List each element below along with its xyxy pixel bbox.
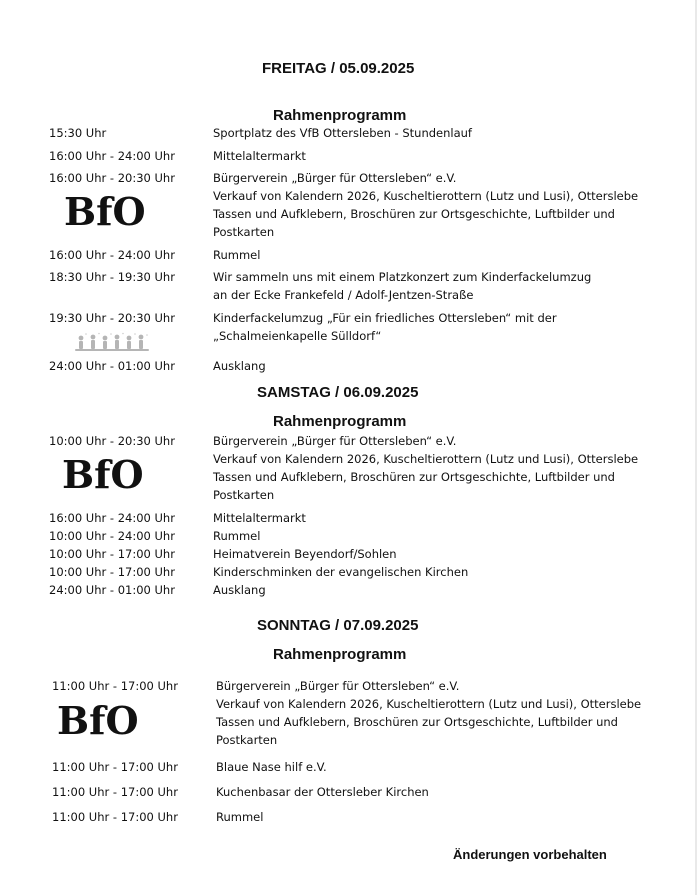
entry-text: Blaue Nase hilf e.V. <box>216 760 327 774</box>
entry-text: Tassen und Aufklebern, Broschüren zur Ortsgeschichte, Luftbilder und <box>216 715 618 729</box>
entry-time: 10:00 Uhr - 20:30 Uhr <box>49 434 175 448</box>
entry-time: 11:00 Uhr - 17:00 Uhr <box>52 810 178 824</box>
subtitle-sonntag: Rahmenprogramm <box>273 646 407 663</box>
entry-time: 24:00 Uhr - 01:00 Uhr <box>49 583 175 597</box>
entry-text: Tassen und Aufklebern, Broschüren zur Ortsgeschichte, Luftbilder und <box>213 470 615 484</box>
entry-text: Kinderfackelumzug „Für ein friedliches Ottersleben“ mit der <box>213 311 557 325</box>
entry-time: 10:00 Uhr - 17:00 Uhr <box>49 547 175 561</box>
entry-text: Ausklang <box>213 583 266 597</box>
entry-time: 16:00 Uhr - 24:00 Uhr <box>49 511 175 525</box>
entry-text: Bürgerverein „Bürger für Ottersleben“ e.V. <box>213 434 457 448</box>
entry-time: 10:00 Uhr - 24:00 Uhr <box>49 529 175 543</box>
entry-time: 16:00 Uhr - 20:30 Uhr <box>49 171 175 185</box>
entry-text: Postkarten <box>213 488 275 502</box>
entry-time: 16:00 Uhr - 24:00 Uhr <box>49 149 175 163</box>
entry-text: Bürgerverein „Bürger für Ottersleben“ e.V. <box>216 679 460 693</box>
marching-band-icon <box>72 332 154 354</box>
entry-text: Heimatverein Beyendorf/Sohlen <box>213 547 397 561</box>
entry-time: 18:30 Uhr - 19:30 Uhr <box>49 270 175 284</box>
entry-text: Ausklang <box>213 359 266 373</box>
entry-text: Verkauf von Kalendern 2026, Kuscheltierottern (Lutz und Lusi), Otterslebe <box>213 189 639 203</box>
entry-time: 19:30 Uhr - 20:30 Uhr <box>49 311 175 325</box>
entry-time: 11:00 Uhr - 17:00 Uhr <box>52 679 178 693</box>
subtitle-samstag: Rahmenprogramm <box>273 413 407 430</box>
entry-time: 24:00 Uhr - 01:00 Uhr <box>49 359 175 373</box>
entry-text: Kinderschminken der evangelischen Kirchen <box>213 565 469 579</box>
entry-time: 15:30 Uhr <box>49 126 107 140</box>
bfo-logo <box>62 189 172 233</box>
day-title-freitag: FREITAG / 05.09.2025 <box>262 60 415 77</box>
entry-text: Verkauf von Kalendern 2026, Kuscheltierottern (Lutz und Lusi), Otterslebe <box>213 452 639 466</box>
entry-text: Verkauf von Kalendern 2026, Kuscheltierottern (Lutz und Lusi), Otterslebe <box>216 697 642 711</box>
entry-text: Rummel <box>216 810 264 824</box>
footer-note: Änderungen vorbehalten <box>453 847 607 862</box>
bfo-logo-text: BfO <box>57 698 139 742</box>
entry-text: Wir sammeln uns mit einem Platzkonzert zum Kinderfackelumzug <box>213 270 592 284</box>
entry-text: Bürgerverein „Bürger für Ottersleben“ e.V. <box>213 171 457 185</box>
bfo-logo <box>55 698 165 742</box>
entry-time: 10:00 Uhr - 17:00 Uhr <box>49 565 175 579</box>
entry-time: 11:00 Uhr - 17:00 Uhr <box>52 785 178 799</box>
entry-text: Postkarten <box>216 733 278 747</box>
entry-text: Rummel <box>213 529 261 543</box>
entry-text: Mittelaltermarkt <box>213 149 306 163</box>
entry-time: 11:00 Uhr - 17:00 Uhr <box>52 760 178 774</box>
day-title-samstag: SAMSTAG / 06.09.2025 <box>257 384 419 401</box>
entry-text: Sportplatz des VfB Ottersleben - Stundenlauf <box>213 126 472 140</box>
entry-text: Tassen und Aufklebern, Broschüren zur Ortsgeschichte, Luftbilder und <box>213 207 615 221</box>
entry-text: „Schalmeienkapelle Sülldorf“ <box>213 329 382 343</box>
subtitle-freitag: Rahmenprogramm <box>273 107 407 124</box>
entry-text: Rummel <box>213 248 261 262</box>
entry-text: Postkarten <box>213 225 275 239</box>
entry-text: Kuchenbasar der Ottersleber Kirchen <box>216 785 429 799</box>
day-title-sonntag: SONNTAG / 07.09.2025 <box>257 617 419 634</box>
bfo-logo <box>60 452 170 496</box>
entry-text: Mittelaltermarkt <box>213 511 306 525</box>
entry-text: an der Ecke Frankefeld / Adolf-Jentzen-Straße <box>213 288 474 302</box>
entry-time: 16:00 Uhr - 24:00 Uhr <box>49 248 175 262</box>
bfo-logo-text: BfO <box>64 189 146 233</box>
bfo-logo-text: BfO <box>62 452 144 496</box>
